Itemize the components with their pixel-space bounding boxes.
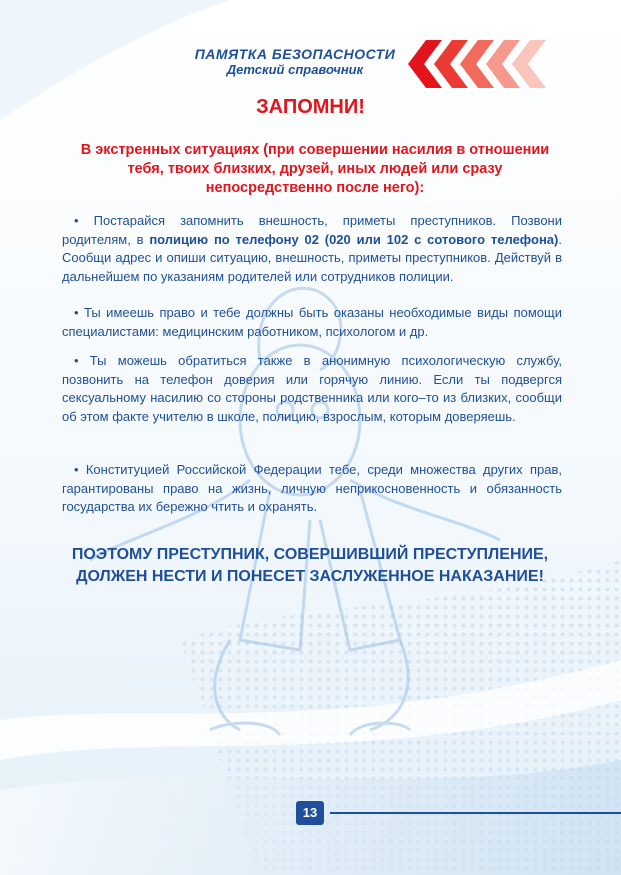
- booklet-subtitle: Детский справочник: [226, 62, 364, 77]
- paragraph-text: • Постарайся запомнить внешность, приметы преступников. Позвони родителям, в: [62, 213, 562, 247]
- conclusion-line-1: ПОЭТОМУ ПРЕСТУПНИК, СОВЕРШИВШИЙ ПРЕСТУПЛЕНИЕ,: [71, 546, 549, 563]
- booklet-header: [190, 46, 400, 77]
- conclusion-statement: [40, 544, 580, 588]
- paragraph-constitution: • Конституцией Российской Федерации тебе, среди множества других прав, гарантированы право на жизнь, личную неприкосновенность и обязанность государства их бережно чтить и охранять.: [62, 462, 562, 515]
- paragraph-helpline: • Ты можешь обратиться также в анонимную психологическую службу, позвонить на телефон доверия или горячую линию. Если ты подвергся сексуальному насилию со стороны родственника или кого–то из близких, сообщи об этом факте учителю в школе, полицию, взрослым, которым доверяешь.: [62, 353, 562, 424]
- paragraph-right-to-help: • Ты имеешь право и тебе должны быть оказаны необходимые виды помощи специалистами: медицинским работником, психологом и др.: [62, 305, 562, 339]
- chevron-arrows-icon: [408, 40, 568, 88]
- page-number-rule: [330, 812, 621, 814]
- page-title: ЗАПОМНИ!: [256, 96, 365, 118]
- police-phone-highlight: полицию по телефону 02 (020 или 102 с сотового телефона): [149, 231, 559, 247]
- page-number: 13: [296, 801, 324, 825]
- booklet-title: ПАМЯТКА БЕЗОПАСНОСТИ: [194, 46, 396, 62]
- paragraph-text: . Сообщи адрес и опиши ситуацию, внешность, приметы преступников. Действуй в дальнейшем по указаниям родителей или сотрудников полиции.: [62, 231, 562, 284]
- section-subtitle: В экстренных ситуациях (при совершении насилия в отношении тебя, твоих близких, друзей, иных людей или сразу непосредственно после него):: [80, 142, 550, 196]
- paragraph-remember-criminals: [62, 212, 562, 286]
- conclusion-line-2: ДОЛЖЕН НЕСТИ И ПОНЕСЕТ ЗАСЛУЖЕННОЕ НАКАЗАНИЕ!: [76, 568, 544, 585]
